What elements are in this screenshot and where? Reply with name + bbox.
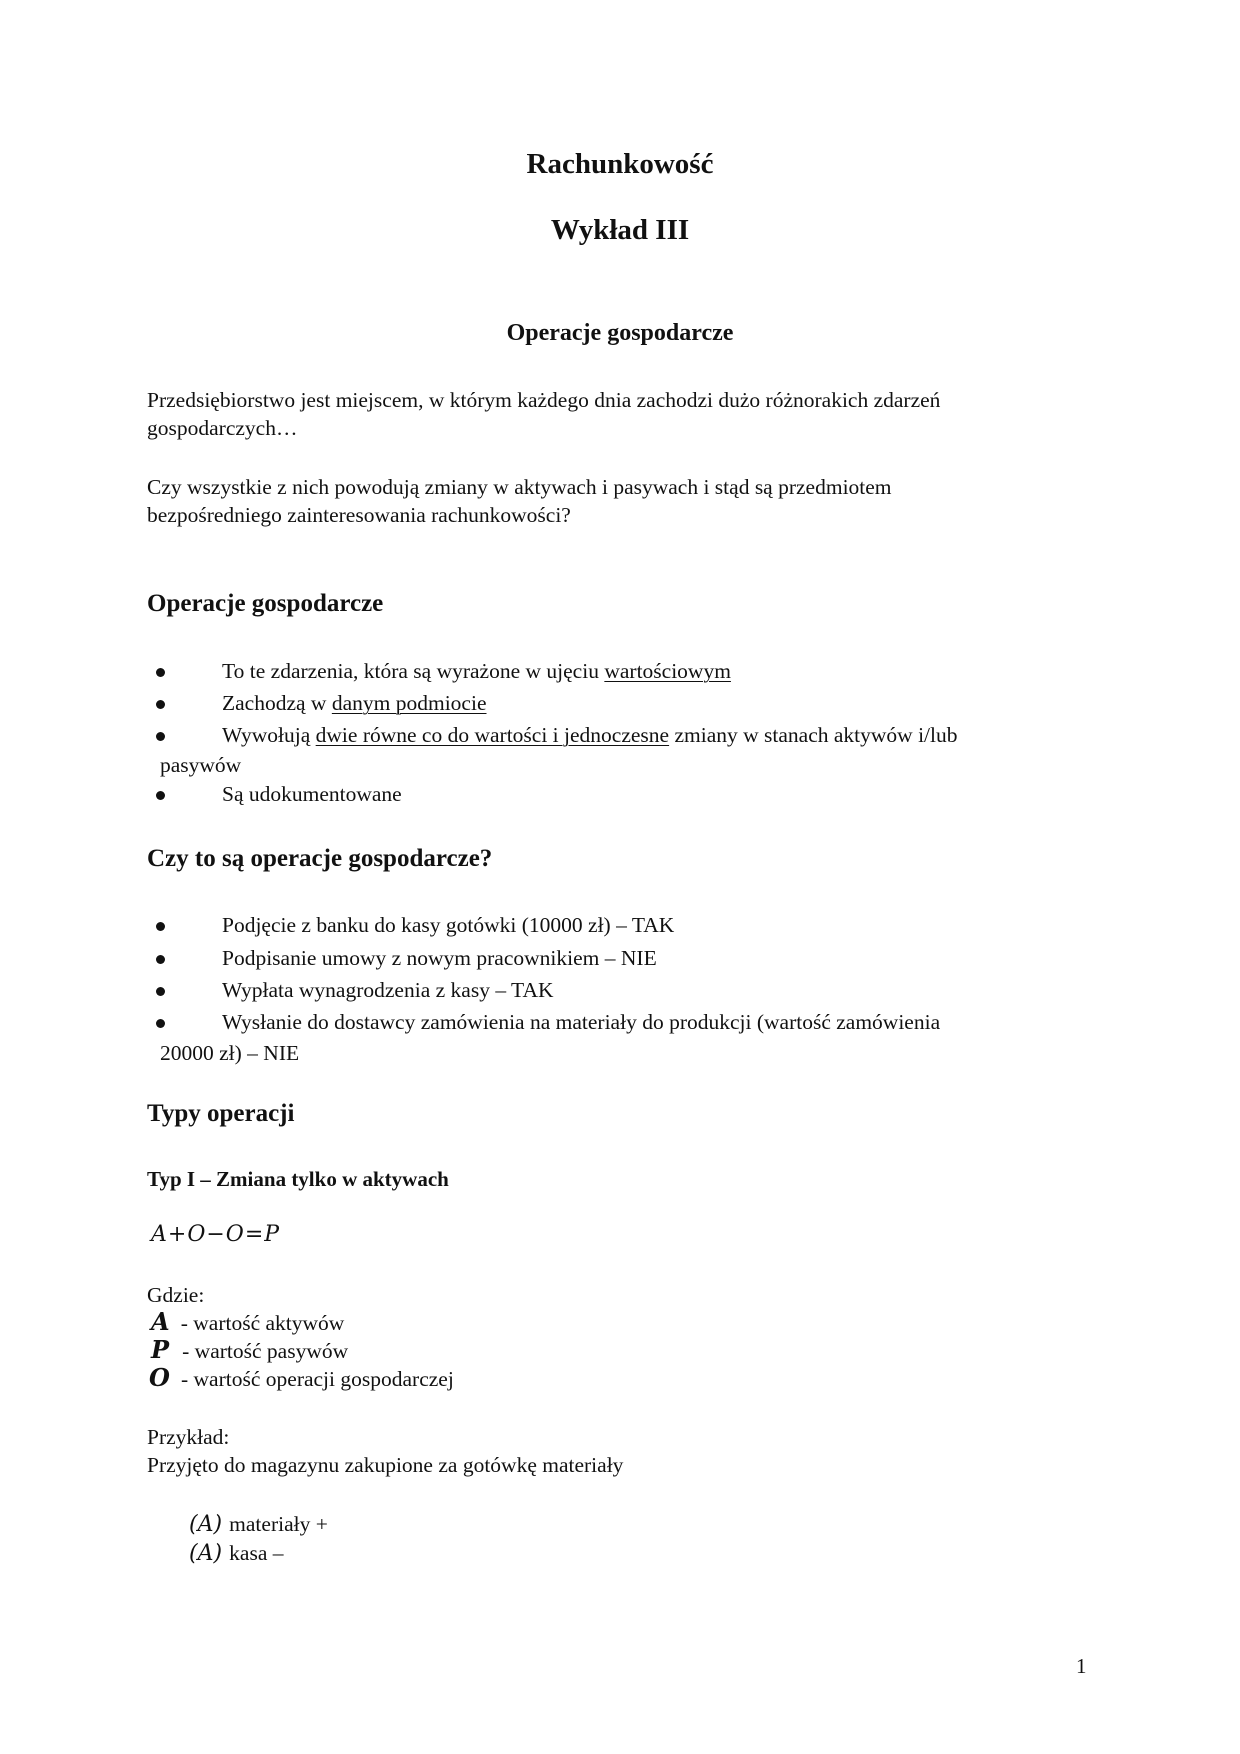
definition-item-emphasis: dwie równe co do wartości i jednoczesne [315, 723, 670, 747]
definition-item-emphasis: wartościowym [604, 659, 731, 683]
legend-symbol: A [151, 1307, 170, 1336]
bullet-icon [156, 987, 165, 996]
quiz-heading: Czy to są operacje gospodarcze? [147, 845, 493, 872]
definition-item-text: zmiany w stanach aktywów i/lub [669, 723, 958, 747]
quiz-item: Podjęcie z banku do kasy gotówki (10000 zł) – TAK [222, 913, 675, 937]
definition-item [222, 691, 487, 716]
legend-description: - wartość pasywów [182, 1339, 349, 1363]
legend-row [151, 1307, 344, 1336]
formula: A+O−O=P [151, 1222, 281, 1247]
quiz-item: Podpisanie umowy z nowym pracownikiem – NIE [222, 946, 657, 970]
bullet-icon [156, 1019, 165, 1028]
definition-heading: Operacje gospodarcze [147, 590, 384, 617]
entry-symbol: (A) [189, 1541, 223, 1566]
definition-item-text: To te zdarzenia, która są wyrażone w ujęciu [222, 659, 605, 683]
entry-symbol: (A) [189, 1512, 223, 1537]
lecture-number: Wykład III [550, 214, 690, 246]
definition-item-emphasis: danym podmiocie [331, 691, 487, 715]
type-1-subheading: Typ I – Zmiana tylko w aktywach [147, 1167, 449, 1191]
quiz-item-continuation: 20000 zł) – NIE [160, 1041, 300, 1065]
document-title: Rachunkowość [526, 148, 714, 180]
definition-item-continuation: pasywów [160, 753, 242, 777]
legend-row [149, 1363, 454, 1392]
where-label: Gdzie: [147, 1283, 205, 1307]
bullet-icon [156, 732, 165, 741]
legend-row [151, 1335, 348, 1364]
definition-item [222, 723, 958, 748]
section-title-centered: Operacje gospodarcze [506, 320, 734, 346]
bullet-icon [156, 955, 165, 964]
intro-paragraph-1-line-1: Przedsiębiorstwo jest miejscem, w którym każdego dnia zachodzi dużo różnorakich zdarzeń [147, 388, 941, 412]
bullet-icon [156, 922, 165, 931]
quiz-item: Wysłanie do dostawcy zamówienia na materiały do produkcji (wartość zamówienia [222, 1010, 941, 1034]
legend-symbol: O [149, 1363, 170, 1392]
definition-item: Są udokumentowane [222, 782, 402, 806]
legend-symbol: P [151, 1335, 170, 1364]
bullet-icon [156, 668, 165, 677]
entry-row [189, 1541, 283, 1566]
bullet-icon [156, 700, 165, 709]
entry-text: materiały + [229, 1512, 328, 1536]
entry-row [189, 1512, 328, 1537]
legend-description: - wartość aktywów [180, 1311, 345, 1335]
example-label: Przykład: [147, 1425, 230, 1449]
entry-text: kasa – [229, 1541, 284, 1565]
example-text: Przyjęto do magazynu zakupione za gotówkę materiały [147, 1453, 624, 1477]
definition-item-text: Zachodzą w [222, 691, 332, 715]
definition-item-text: Wywołują [222, 723, 316, 747]
legend-description: - wartość operacji gospodarczej [181, 1367, 454, 1391]
intro-paragraph-2-line-2: bezpośredniego zainteresowania rachunkowości? [147, 503, 571, 527]
definition-item [222, 659, 731, 684]
bullet-icon [156, 791, 165, 800]
quiz-item: Wypłata wynagrodzenia z kasy – TAK [222, 978, 554, 1002]
page-number: 1 [1076, 1654, 1087, 1678]
intro-paragraph-1-line-2: gospodarczych… [147, 416, 298, 440]
types-heading: Typy operacji [147, 1100, 295, 1127]
intro-paragraph-2-line-1: Czy wszystkie z nich powodują zmiany w aktywach i pasywach i stąd są przedmiotem [147, 475, 892, 499]
